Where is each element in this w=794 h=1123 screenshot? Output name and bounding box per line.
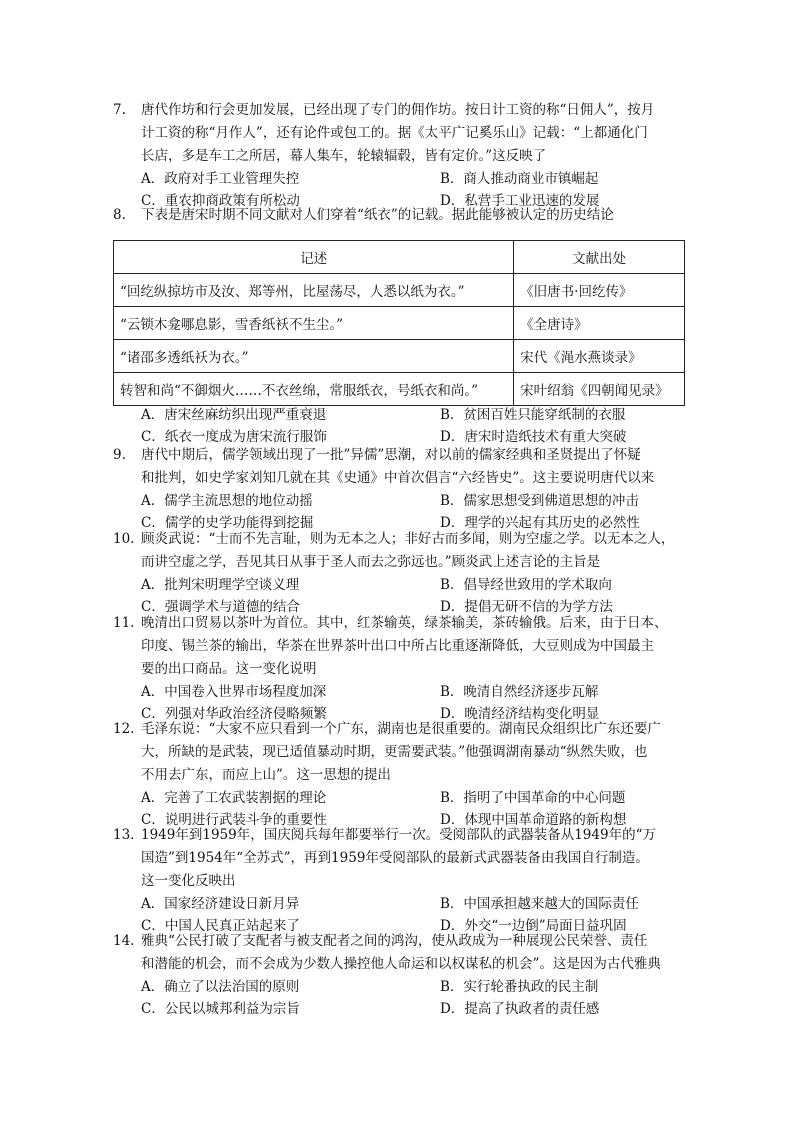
table-cell: “诸邵多透纸袄为衣。” xyxy=(114,340,514,373)
options xyxy=(113,404,687,448)
option-d[interactable]: D．提倡无研不信的为学方法 xyxy=(440,599,613,615)
stem-line: 下表是唐宋时期不同文献对人们穿着“纸衣”的记载。据此能够被认定的历史结论 xyxy=(141,207,614,223)
question-stem xyxy=(113,612,687,681)
question-number: 10. xyxy=(113,531,135,547)
table-cell: 《全唐诗》 xyxy=(514,307,685,340)
table-cell: 转智和尚“不御烟火……不衣丝绵，常服纸衣，号纸衣和尚。” xyxy=(114,373,514,406)
stem-line: 长店，多是车工之所居，幕人集车，轮辕辐毂，皆有定价。”这反映了 xyxy=(141,148,547,164)
option-c[interactable]: C．列强对华政治经济侵略频繁 xyxy=(141,706,327,722)
question-12 xyxy=(113,718,687,831)
option-a[interactable]: A．批判宋明理学空谈义理 xyxy=(141,577,300,593)
option-b[interactable]: B．晚清自然经济逐步瓦解 xyxy=(440,684,599,700)
stem-line: 唐代作坊和行会更加发展，已经出现了专门的佣作坊。按日计工资的称“日佣人”，按月 xyxy=(141,102,655,118)
option-c[interactable]: C．说明进行武装斗争的重要性 xyxy=(141,812,327,828)
question-number: 14. xyxy=(113,933,135,949)
stem-line: 要的出口商品。这一变化说明 xyxy=(141,661,317,677)
table-row xyxy=(114,340,685,373)
option-b[interactable]: B．儒家思想受到佛道思想的冲击 xyxy=(440,493,639,509)
stem-line: 这一变化反映出 xyxy=(141,873,236,889)
question-13 xyxy=(113,824,687,937)
table-header: 文献出处 xyxy=(514,241,685,274)
table-header-row xyxy=(114,241,685,274)
question-10 xyxy=(113,528,687,618)
option-d[interactable]: D．外交“一边倒”局面日益巩固 xyxy=(440,918,627,934)
option-a[interactable]: A．政府对手工业管理失控 xyxy=(141,171,300,187)
option-d[interactable]: D．唐宋时造纸技术有重大突破 xyxy=(440,429,627,445)
table-cell: 宋代《渑水燕谈录》 xyxy=(514,340,685,373)
stem-line: 印度、锡兰茶的输出，华茶在世界茶叶出口中所占比重逐渐降低，大豆则成为中国最主 xyxy=(141,638,654,654)
option-c[interactable]: C．中国人民真正站起来了 xyxy=(141,918,300,934)
stem-line: 和批判，如史学家刘知几就在其《史通》中首次倡言“六经皆史”。这主要说明唐代以来 xyxy=(141,470,655,486)
question-number: 7. xyxy=(113,102,126,118)
stem-line: 雅典“公民打破了支配者与被支配者之间的鸿沟，使从政成为一种展现公民荣誉、责任 xyxy=(141,933,648,949)
table-row xyxy=(114,373,685,406)
option-a[interactable]: A．儒学主流思想的地位动摇 xyxy=(141,493,313,509)
question-14 xyxy=(113,930,687,1020)
stem-line: 唐代中期后，儒学领域出现了一批”异儒”思潮，对以前的儒家经典和圣贤提出了怀疑 xyxy=(141,447,641,463)
option-b[interactable]: B．倡导经世致用的学术取向 xyxy=(440,577,612,593)
table-row xyxy=(114,274,685,307)
option-d[interactable]: D．晚清经济结构变化明显 xyxy=(440,706,600,722)
table-cell: 《旧唐书·回纥传》 xyxy=(514,274,685,307)
stem-line: 顾炎武说：“士而不先言耻，则为无本之人；非好古而多闻，则为空虚之学。以无本之人， xyxy=(141,531,675,547)
stem-line: 晚清出口贸易以茶叶为首位。其中，红茶输英，绿茶输美，茶砖输俄。后来，由于日本、 xyxy=(141,615,668,631)
table-cell: “云锁木龛哪息影，雪香纸袄不生尘。” xyxy=(114,307,514,340)
stem-line: 计工资的称“月作人”，还有论件或包工的。据《太平广记奚乐山》记载：“上都通化门 xyxy=(141,125,648,141)
option-b[interactable]: B．贫困百姓只能穿纸制的衣服 xyxy=(440,407,626,423)
stem-line: 1949年到1959年，国庆阅兵每年都要举行一次。受阅部队的武器装备从1949年的“万 xyxy=(141,827,656,843)
question-stem xyxy=(113,204,687,227)
option-d[interactable]: D．私营手工业迅速的发展 xyxy=(440,193,600,209)
option-a[interactable]: A．中国卷入世界市场程度加深 xyxy=(141,684,327,700)
question-11 xyxy=(113,612,687,725)
option-b[interactable]: B．指明了中国革命的中心问题 xyxy=(440,790,626,806)
question-number: 8. xyxy=(113,207,126,223)
option-a[interactable]: A．唐宋丝麻纺织出现严重衰退 xyxy=(141,407,327,423)
option-a[interactable]: A．国家经济建设日新月异 xyxy=(141,896,300,912)
option-c[interactable]: C．重农抑商政策有所松动 xyxy=(141,193,300,209)
option-b[interactable]: B．中国承担越来越大的国际责任 xyxy=(440,896,639,912)
option-d[interactable]: D．理学的兴起有其历史的必然性 xyxy=(440,515,640,531)
option-a[interactable]: A．确立了以法治国的原则 xyxy=(141,979,300,995)
table-cell: “回纥纵掠坊市及汝、郑等州，比屋荡尽，人悉以纸为衣。” xyxy=(114,274,514,307)
question-stem xyxy=(113,824,687,893)
option-b[interactable]: B．实行轮番执政的民主制 xyxy=(440,979,599,995)
question-9 xyxy=(113,444,687,534)
question-7 xyxy=(113,99,687,212)
question-number: 13. xyxy=(113,827,135,843)
option-a[interactable]: A．完善了工农武装割据的理论 xyxy=(141,790,327,806)
source-table xyxy=(113,240,685,406)
option-c[interactable]: C．强调学术与道德的结合 xyxy=(141,599,300,615)
stem-line: 国造”到1954年“全苏式”，再到1959年受阅部队的最新式武器装备由我国自行制造。 xyxy=(141,850,649,866)
question-stem xyxy=(113,528,687,574)
stem-line: 不用去广东，而应上山”。这一思想的提出 xyxy=(141,767,391,783)
option-c[interactable]: C．纸衣一度成为唐宋流行服饰 xyxy=(141,429,327,445)
question-stem xyxy=(113,930,687,976)
question-8-options xyxy=(113,404,687,448)
question-stem xyxy=(113,99,687,168)
option-d[interactable]: D．体现中国革命道路的新构想 xyxy=(440,812,627,828)
question-number: 11. xyxy=(113,615,135,631)
option-c[interactable]: C．公民以城邦利益为宗旨 xyxy=(141,1001,300,1017)
question-number: 12. xyxy=(113,721,135,737)
question-stem xyxy=(113,718,687,787)
table-cell: 宋叶绍翁《四朝闻见录》 xyxy=(514,373,685,406)
stem-line: 而讲空虚之学，吾见其日从事于圣人而去之弥远也。”顾炎武上述言论的主旨是 xyxy=(141,554,601,570)
option-b[interactable]: B．商人推动商业市镇崛起 xyxy=(440,171,599,187)
options xyxy=(113,976,687,1020)
option-d[interactable]: D．提高了执政者的责任感 xyxy=(440,1001,600,1017)
stem-line: 大，所缺的是武装，现已适值暴动时期，更需要武装。”他强调湖南暴动“纵然失败，也 xyxy=(141,744,648,760)
question-8 xyxy=(113,204,687,227)
question-number: 9. xyxy=(113,447,126,463)
stem-line: 和潜能的机会，而不会成为少数人操控他人命运和以权谋私的机会”。这是因为古代雅典 xyxy=(141,956,661,972)
stem-line: 毛泽东说：“大家不应只看到一个广东，湖南也是很重要的。湖南民众组织比广东还要广 xyxy=(141,721,661,737)
question-stem xyxy=(113,444,687,490)
table-row xyxy=(114,307,685,340)
table-header: 记述 xyxy=(114,241,514,274)
option-c[interactable]: C．儒学的史学功能得到挖掘 xyxy=(141,515,314,531)
